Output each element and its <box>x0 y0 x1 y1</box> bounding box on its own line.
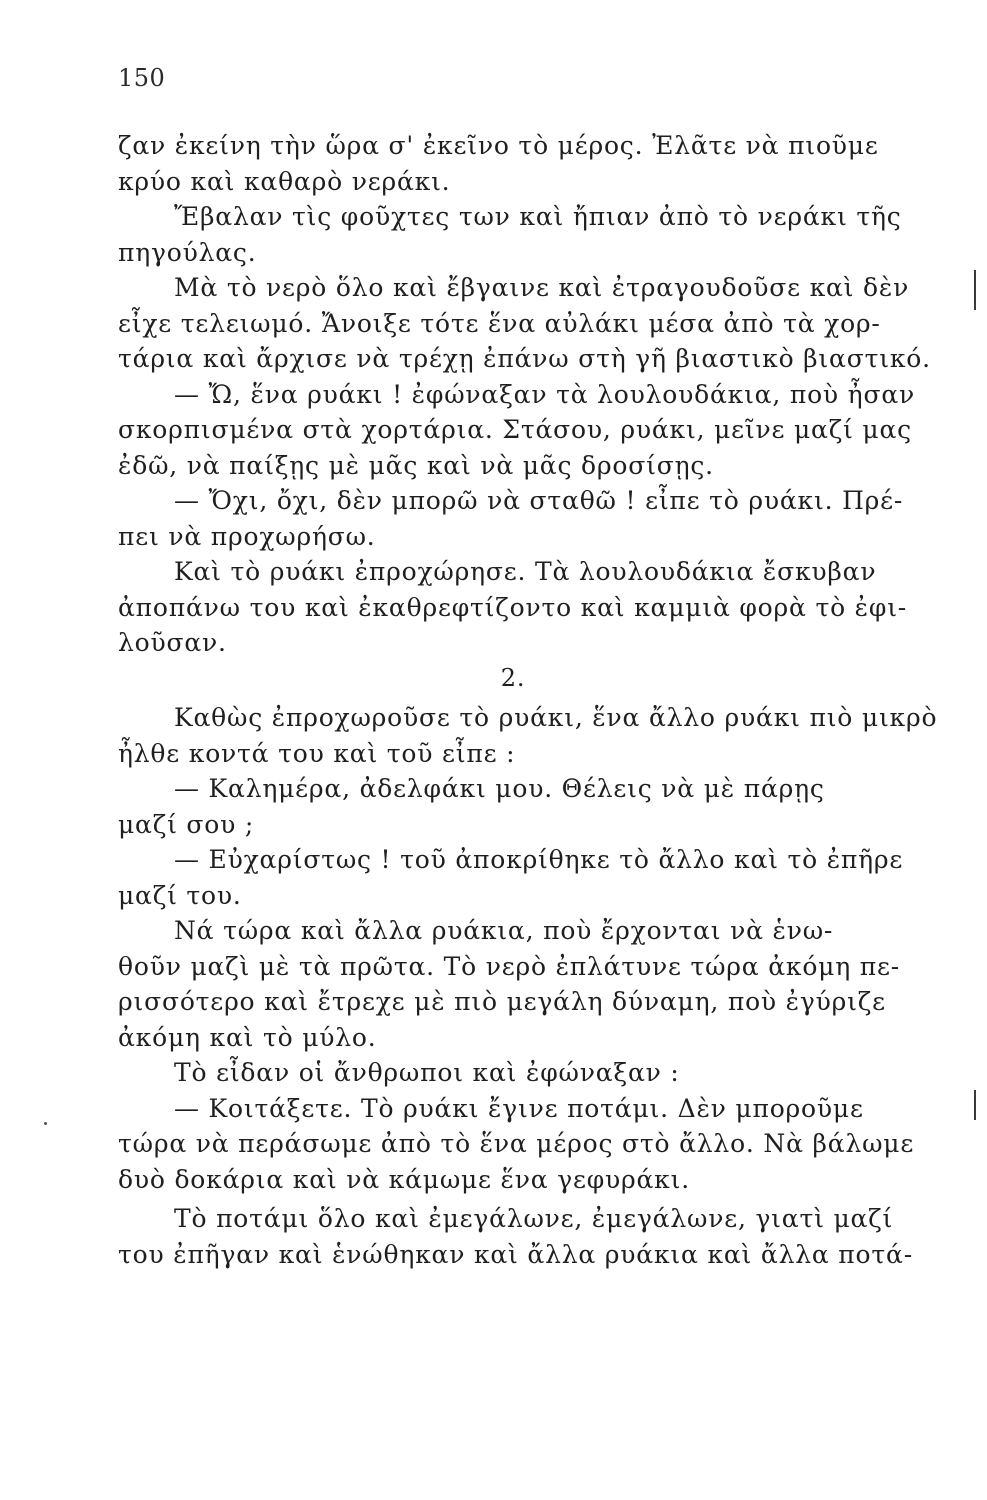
text-line: πει νὰ προχωρήσω. <box>118 521 376 551</box>
paragraph-start: Τὸ ποτάμι ὅλο καὶ ἐμεγάλωνε, ἐμεγάλωνε, γιατὶ μαζί <box>174 1204 894 1233</box>
text-line: ἐδῶ, νὰ παίξῃς μὲ μᾶς καὶ νὰ μᾶς δροσίσῃς. <box>118 450 714 480</box>
text-line: τάρια καὶ ἄρχισε νὰ τρέχῃ ἐπάνω στὴ γῆ βιαστικὸ βιαστικό. <box>118 344 931 373</box>
text-line: λοῦσαν. <box>118 628 227 657</box>
section-number: 2. <box>500 663 526 692</box>
text-line: τώρα νὰ περάσωμε ἀπὸ τὸ ἕνα μέρος στὸ ἄλλο. Νὰ βάλωμε <box>118 1129 915 1158</box>
scan-speck <box>44 1122 47 1125</box>
paragraph-start: Ἔβαλαν τὶς φοῦχτες των καὶ ἤπιαν ἀπὸ τὸ νεράκι τῆς <box>174 202 902 231</box>
dialogue-line: — Ὤ, ἕνα ρυάκι ! ἐφώναξαν τὰ λουλουδάκια, ποὺ ἦσαν <box>174 379 916 409</box>
paragraph-start: Μὰ τὸ νερὸ ὅλο καὶ ἔβγαινε καὶ ἐτραγουδοῦσε καὶ δὲν <box>174 273 910 302</box>
text-line: κρύο καὶ καθαρὸ νεράκι. <box>118 166 451 196</box>
paragraph-start: Καθὼς ἐπροχωροῦσε τὸ ρυάκι, ἕνα ἄλλο ρυάκι πιὸ μικρὸ <box>174 703 938 732</box>
paragraph-start: Τὸ εἶδαν οἱ ἄνθρωποι καὶ ἐφώναξαν : <box>174 1058 680 1087</box>
page-number: 150 <box>118 64 166 92</box>
dialogue-line: — Ὄχι, ὄχι, δὲν μπορῶ νὰ σταθῶ ! εἶπε τὸ ρυάκι. Πρέ- <box>174 486 904 515</box>
text-line: σκορπισμένα στὰ χορτάρια. Στάσου, ρυάκι, μεῖνε μαζί μας <box>118 415 912 444</box>
scan-edge-mark <box>974 270 976 310</box>
text-line: ρισσότερο καὶ ἔτρεχε μὲ πιὸ μεγάλη δύναμη, ποὺ ἐγύριζε <box>118 987 886 1016</box>
text-line: δυὸ δοκάρια καὶ νὰ κάμωμε ἕνα γεφυράκι. <box>118 1164 690 1194</box>
text-line: μαζί σου ; <box>118 809 255 839</box>
text-line: ἀκόμη καὶ τὸ μύλο. <box>118 1022 377 1052</box>
dialogue-line: — Καλημέρα, ἀδελφάκι μου. Θέλεις νὰ μὲ πάρῃς <box>174 774 825 803</box>
text-line: ἦλθε κοντά του καὶ τοῦ εἶπε : <box>118 738 516 768</box>
dialogue-line: — Εὐχαρίστως ! τοῦ ἀποκρίθηκε τὸ ἄλλο καὶ τὸ ἐπῆρε <box>174 845 904 874</box>
paragraph-start: Νά τώρα καὶ ἄλλα ρυάκια, ποὺ ἔρχονται νὰ ἑνω- <box>174 916 834 945</box>
text-line: ζαν ἐκείνη τὴν ὥρα σ' ἐκεῖνο τὸ μέρος. Ἐλᾶτε νὰ πιοῦμε <box>118 131 879 160</box>
text-line: πηγούλας. <box>118 237 257 267</box>
text-line: του ἐπῆγαν καὶ ἑνώθηκαν καὶ ἄλλα ρυάκια καὶ ἄλλα ποτά- <box>118 1239 913 1269</box>
text-line: μαζί του. <box>118 880 242 910</box>
paragraph-start: Καὶ τὸ ρυάκι ἐπροχώρησε. Τὰ λουλουδάκια ἔσκυβαν <box>174 557 877 586</box>
text-line: εἶχε τελειωμό. Ἄνοιξε τότε ἕνα αὐλάκι μέσα ἀπὸ τὰ χορ- <box>118 308 881 338</box>
dialogue-line: — Κοιτάξετε. Τὸ ρυάκι ἔγινε ποτάμι. Δὲν μποροῦμε <box>174 1093 864 1123</box>
text-line: ἀποπάνω του καὶ ἐκαθρεφτίζοντο καὶ καμμιὰ φορὰ τὸ ἐφι- <box>118 592 908 622</box>
body-text <box>118 128 938 1272</box>
scan-edge-mark <box>974 1090 976 1120</box>
text-line: θοῦν μαζὶ μὲ τὰ πρῶτα. Τὸ νερὸ ἐπλάτυνε τώρα ἀκόμη πε- <box>118 951 900 981</box>
